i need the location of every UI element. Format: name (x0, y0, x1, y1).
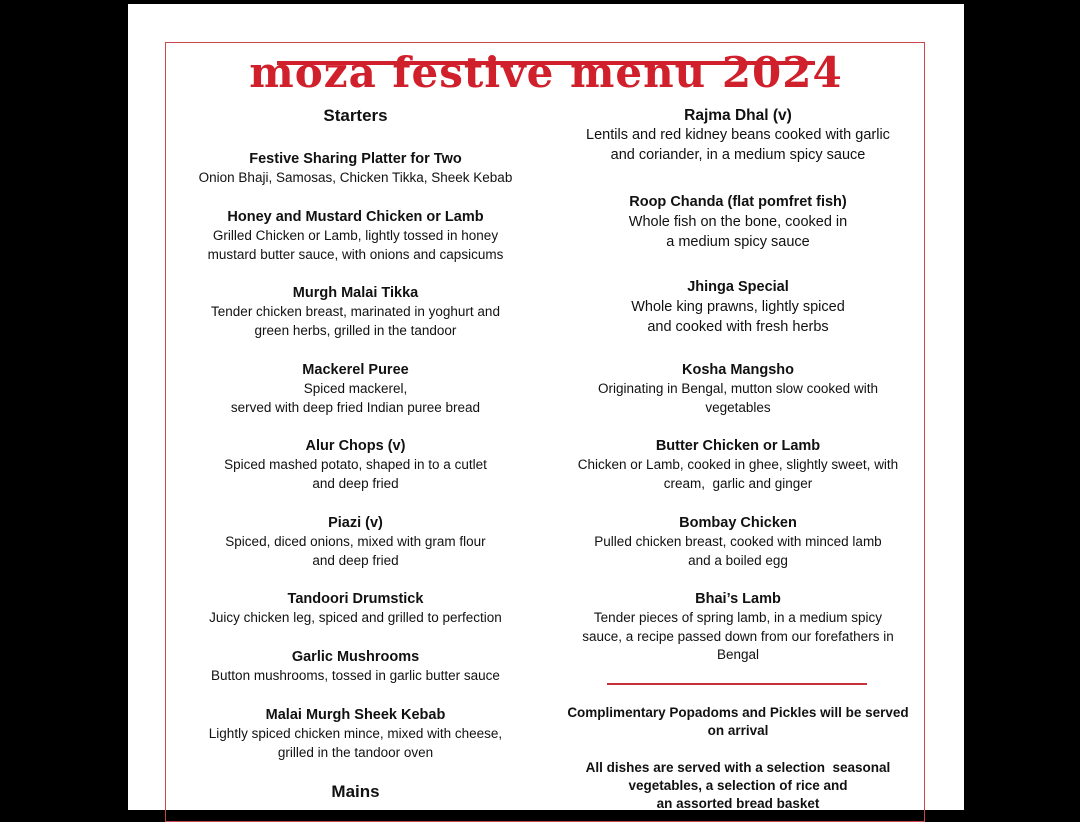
menu-item (553, 514, 923, 570)
dish-desc: Juicy chicken leg, spiced and grilled to perfection (209, 610, 502, 625)
dish-desc: mustard butter sauce, with onions and capsicums (207, 246, 504, 262)
dish-name: Bhai’s Lamb (695, 591, 781, 607)
dish-desc: green herbs, grilled in the tandoor (254, 322, 457, 338)
menu-item (188, 590, 523, 628)
dish-name: Roop Chanda (flat pomfret fish) (629, 194, 847, 210)
note-line: an assorted bread basket (656, 796, 820, 811)
dish-desc: and deep fried (312, 475, 399, 491)
menu-item (188, 514, 523, 570)
menu-item (188, 648, 523, 686)
dish-desc: Tender chicken breast, marinated in yoghurt and (211, 304, 500, 319)
menu-item (188, 361, 523, 417)
dish-desc: vegetables (705, 399, 771, 415)
popadoms-note (553, 704, 923, 740)
dish-desc: Whole king prawns, lightly spiced (631, 299, 845, 315)
dish-name: Kosha Mangsho (682, 362, 794, 378)
dish-desc: Originating in Bengal, mutton slow cooked with (598, 381, 878, 396)
mains-heading: Mains (331, 782, 380, 801)
dish-desc: Lightly spiced chicken mince, mixed with cheese, (208, 726, 503, 741)
dish-desc: Tender pieces of spring lamb, in a medium spicy (593, 610, 883, 625)
dish-name: Malai Murgh Sheek Kebab (265, 707, 446, 723)
dish-name: Tandoori Drumstick (287, 591, 424, 607)
dish-name: Mackerel Puree (302, 362, 409, 378)
menu-item (553, 193, 923, 252)
note-line: All dishes are served with a selection seasonal (585, 760, 891, 775)
dish-name: Piazi (v) (328, 515, 383, 531)
menu-item (553, 437, 923, 493)
menu-item (553, 106, 923, 165)
dish-name: Jhinga Special (687, 279, 789, 295)
dish-desc: and a boiled egg (688, 552, 788, 568)
dish-desc: Spiced mackerel, (303, 381, 408, 396)
accompaniments-note (553, 759, 923, 813)
dish-desc: and deep fried (312, 552, 399, 568)
dish-desc: a medium spicy sauce (666, 234, 810, 250)
dish-name: Honey and Mustard Chicken or Lamb (227, 209, 484, 225)
menu-title: moza festive menu 2024 (249, 48, 843, 97)
dish-desc: Button mushrooms, tossed in garlic butter sauce (211, 668, 500, 683)
dish-desc: sauce, a recipe passed down from our forefathers in (582, 628, 894, 644)
dish-desc: Bengal (716, 647, 760, 662)
mains-column (553, 106, 923, 806)
dish-desc: Grilled Chicken or Lamb, lightly tossed in honey (212, 228, 499, 243)
dish-desc: and cooked with fresh herbs (647, 319, 829, 335)
menu-item (553, 590, 923, 665)
dish-name: Rajma Dhal (v) (684, 107, 792, 124)
dish-name: Garlic Mushrooms (291, 649, 420, 665)
menu-item (188, 437, 523, 493)
menu-item (188, 208, 523, 264)
dish-desc: cream, garlic and ginger (663, 475, 813, 491)
dish-desc: served with deep fried Indian puree bread (230, 399, 481, 415)
section-divider (607, 683, 867, 685)
dish-name: Butter Chicken or Lamb (655, 438, 821, 454)
menu-item (553, 361, 923, 417)
starters-heading: Starters (323, 106, 388, 125)
starters-column (188, 106, 523, 806)
note-line: Complimentary Popadoms and Pickles will be served (567, 705, 909, 720)
dish-name: Murgh Malai Tikka (292, 285, 419, 301)
menu-item (553, 278, 923, 337)
dish-desc: Spiced mashed potato, shaped in to a cutlet (224, 457, 487, 472)
dish-desc: and coriander, in a medium spicy sauce (610, 147, 866, 163)
menu-item (188, 706, 523, 762)
dish-desc: Chicken or Lamb, cooked in ghee, slightly sweet, with (577, 457, 899, 472)
dish-name: Bombay Chicken (679, 515, 797, 531)
dish-desc: Onion Bhaji, Samosas, Chicken Tikka, Sheek Kebab (198, 170, 513, 185)
dish-name: Alur Chops (v) (305, 438, 406, 454)
dish-desc: Spiced, diced onions, mixed with gram flour (225, 534, 486, 549)
dish-desc: Whole fish on the bone, cooked in (628, 214, 848, 230)
menu-page (128, 4, 964, 810)
dish-desc: grilled in the tandoor oven (277, 744, 434, 760)
menu-item (188, 284, 523, 340)
note-line: vegetables, a selection of rice and (628, 778, 848, 793)
menu-item (188, 150, 523, 188)
note-line: on arrival (707, 723, 769, 738)
dish-name: Festive Sharing Platter for Two (249, 151, 462, 167)
dish-desc: Pulled chicken breast, cooked with minced lamb (594, 534, 882, 549)
dish-desc: Lentils and red kidney beans cooked with garlic (586, 127, 890, 143)
